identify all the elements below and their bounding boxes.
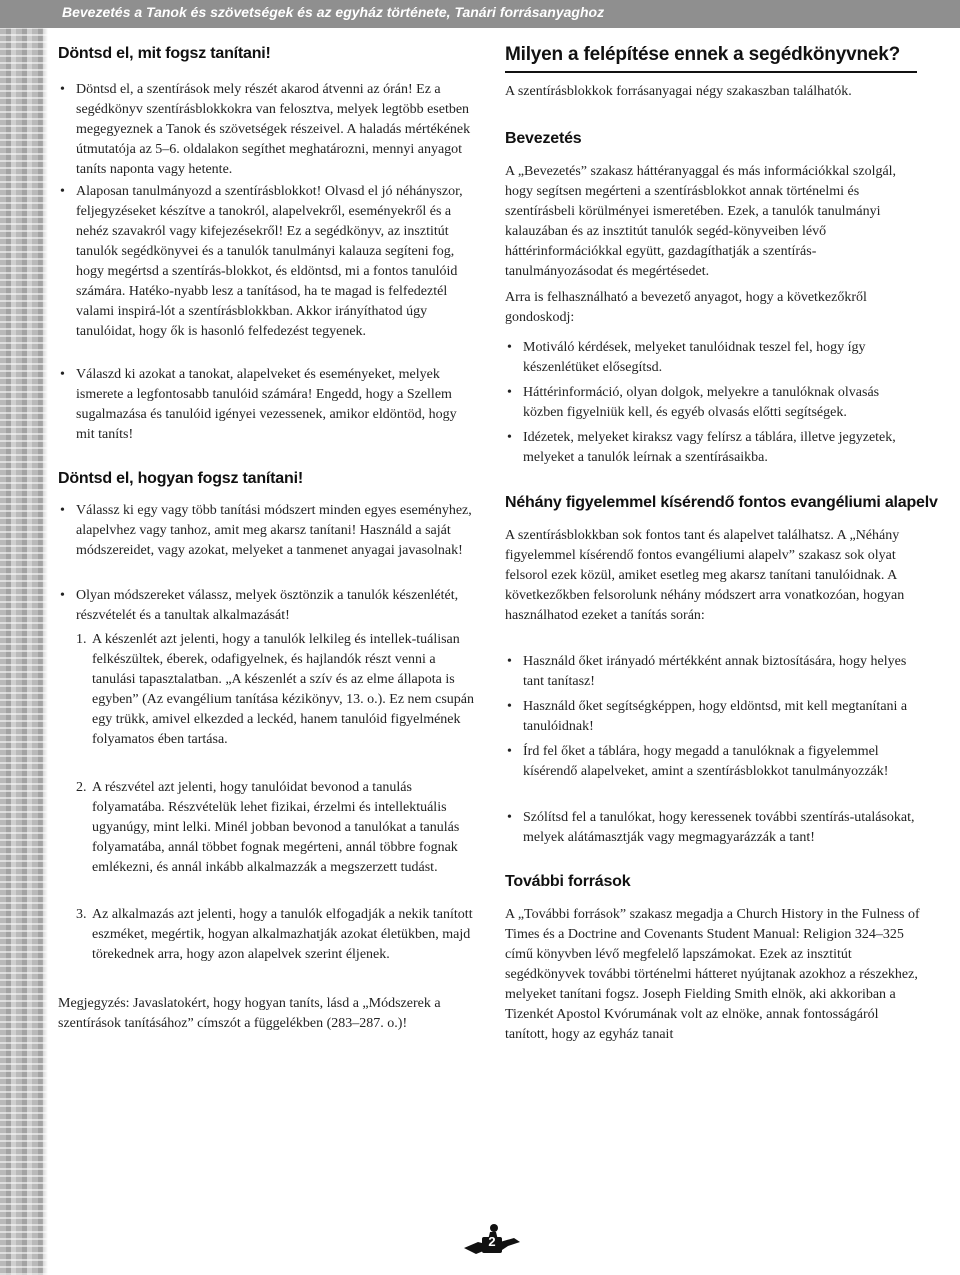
heading-rule [505,71,917,73]
section-heading-bevezetes: Bevezetés [505,130,582,147]
section-heading-alapelv: Néhány figyelemmel kísérendő fontos evangéliumi alapelv [505,494,938,511]
page-number-badge [458,1220,524,1260]
list-item: • Válassz ki egy vagy több tanítási módszert minden egyes eseményhez, alapelvhez vagy tanhoz, amit meg akarsz tanítani! Használd a saját módszereidet, vagy azokat, melyeket a tanmenet anyagai javasolnak! [58,501,478,561]
header-bar [0,0,960,28]
numbered-item [76,778,478,878]
intro-paragraph: A szentírásblokkok forrásanyagai négy szakaszban találhatók. [505,84,852,99]
page-number: 2 [488,1234,496,1249]
list-item: • Idézetek, melyeket kiraksz vagy felírsz a táblára, illetve jegyzetek, melyeket a tanulók leírnak a szentírásaikba. [505,428,920,468]
item-number: 3. [76,907,87,922]
item-number: 2. [76,780,87,795]
paragraph: A „Bevezetés” szakasz háttéranyaggal és más információkkal szolgál, hogy segítsen megérteni a szentírásblokkot annak történelmi és szentírásbeli körülményei ismeretében. Ezek, a tanulók tanulmányi kalauzában és az insztitút tanulók segéd-könyveiben lévő háttérinformációkkal együtt, gazdagíthatják a szentírás-tanulmányozásodat és megértésedet. [505,164,897,279]
list-item: • Használd őket segítségképpen, hogy eldöntsd, mit kell megtanítani a tanulóidnak! [505,697,920,737]
numbered-item [76,905,478,965]
item-text: A készenlét azt jelenti, hogy a tanulók lelkileg és intellek-tuálisan felkészültek, éberek, odafigyelnek, és hajlandók részt venni a tanulási tapasztalatban. „A készenlét a szív és az elme állapota is egyben” (Az evangélium tanítása kézikönyv, 13. o.). Ez nem csupán egy trükk, amivel elkezded a leckéd, hanem tanulóid figyelmének folyamatos ében tartása. [92,632,475,747]
paragraph: A „További források” szakasz megadja a Church History in the Fulness of Times és a Doctrine and Covenants Student Manual: Religion 324–325 című könyvben lévő megfelelő lapszámokat. Ezek az insztitút segédkönyvek további történelmi hátteret nyújtanak azokhoz a részekhez, melyeket tanítani fogsz. Joseph Fielding Smith elnök, aki akkoriban a Tizenkét Apostol Kvórumának volt az elnöke, annak fontosságáról tanított, hogy az egyház tanait [505,907,920,1042]
list-item: • Motiváló kérdések, melyeket tanulóidnak teszel fel, hogy így készenlétüket elősegítsd. [505,338,920,378]
item-text: A részvétel azt jelenti, hogy tanulóidat bevonod a tanulás folyamatába. Részvételük lehet fizikai, érzelmi és intellektuális ugyanúgy, mint lelki. Minél jobban bevonod a tanulókat a tanulás folyamatába, annál többet fognak megérteni, annál többre fognak emlékezni, és annál inkább alkalmazzák a megszerzett tudást. [92,780,460,875]
header-title: Bevezetés a Tanok és szövetségek és az egyház története, Tanári forrásanyaghoz [62,4,605,20]
list-item: • Háttérinformáció, olyan dolgok, melyekre a tanulóknak olvasás közben figyelniük kell, és egyéb olvasás előtti segítségek. [505,383,920,423]
decorative-side-stripe [0,28,48,1275]
item-text: Az alkalmazás azt jelenti, hogy a tanulók elfogadják a nekik tanított eszméket, megértik, hogyan alkalmazhatják azokat életükben, majd törekednek arra, hogy azon alapelvek szerint éljenek. [92,907,473,962]
item-number: 1. [76,632,87,647]
section-heading-tovabbi: További források [505,873,631,890]
note-paragraph: Megjegyzés: Javaslatokért, hogy hogyan taníts, lásd a „Módszerek a szentírások tanításához” címszót a függelékben (283–287. o.)! [58,996,441,1031]
list-item: • Válaszd ki azokat a tanokat, alapelveket és eseményeket, melyek ismerete a legfontosabb tanulóid számára! Engedd, hogy a Szellem sugalmazása és tanulóid igényei vezessenek, amikor eldöntöd, hogy mit taníts! [58,365,478,445]
list-item: • Olyan módszereket válassz, melyek ösztönzik a tanulók készenlétét, részvételét és a tanultak alkalmazását! [58,586,478,626]
numbered-item [76,630,478,750]
paragraph: Arra is felhasználható a bevezető anyagot, hogy a következőkről gondoskodj: [505,290,867,325]
list-item: • Alaposan tanulmányozd a szentírásblokkot! Olvasd el jó néhányszor, feljegyzéseket készítve a tanokról, alapelvekről, eseményekről és a nehéz szavakról vagy kifejezésekről! Ez a segédkönyv, az insztitút tanulók segédkönyvei és a tanulók tanulmányi kalauza segíteni fog, hogy megértsd a szentírás-blokkot, és eldöntsd, mi a fontos tanulóid számára. Hatéko-nyabb lesz a tanításod, ha te magad is felfedeztél valami inspirá-lót a szentírásblokkban. Akkor irányíthatod úgy tanulóidat, hogy ők is hasonló felfedezést tegyenek. [58,182,478,342]
list-item: • Szólítsd fel a tanulókat, hogy keressenek további szentírás-utalásokat, melyek alátámasztják vagy megmagyarázzák a tant! [505,808,920,848]
list-item: • Döntsd el, a szentírások mely részét akarod átvenni az órán! Ez a segédkönyv szentírásblokkokra van felosztva, melyek legtöbb esetben megegyeznek a Tanok és szövetségek részeivel. A haladás mértékének útmutatója az 5–6. oldalakon segíthet meghatározni, mennyi anyagot taníts naponta vagy hetente. [58,80,478,180]
section-heading-what: Döntsd el, mit fogsz tanítani! [58,45,271,62]
list-item: • Írd fel őket a táblára, hogy megadd a tanulóknak a figyelemmel kísérendő alapelveket, amint a szentírásblokkot tanulmányozzák! [505,742,920,782]
main-heading: Milyen a felépítése ennek a segédkönyvnek? [505,44,900,65]
section-heading-how: Döntsd el, hogyan fogsz tanítani! [58,470,303,487]
paragraph: A szentírásblokkban sok fontos tant és alapelvet találhatsz. A „Néhány figyelemmel kísérendő fontos evangéliumi alapelv” szakasz sok olyat felsorol ezek közül, amiket esetleg meg akarsz tanítani tanulóidnak. A következőkben felsorolunk néhány módszert arra vonatkozóan, hogyan használhatod ezeket a tanítás során: [505,528,905,623]
list-item: • Használd őket irányadó mértékként annak biztosítására, hogy helyes tant tanítasz! [505,652,920,692]
